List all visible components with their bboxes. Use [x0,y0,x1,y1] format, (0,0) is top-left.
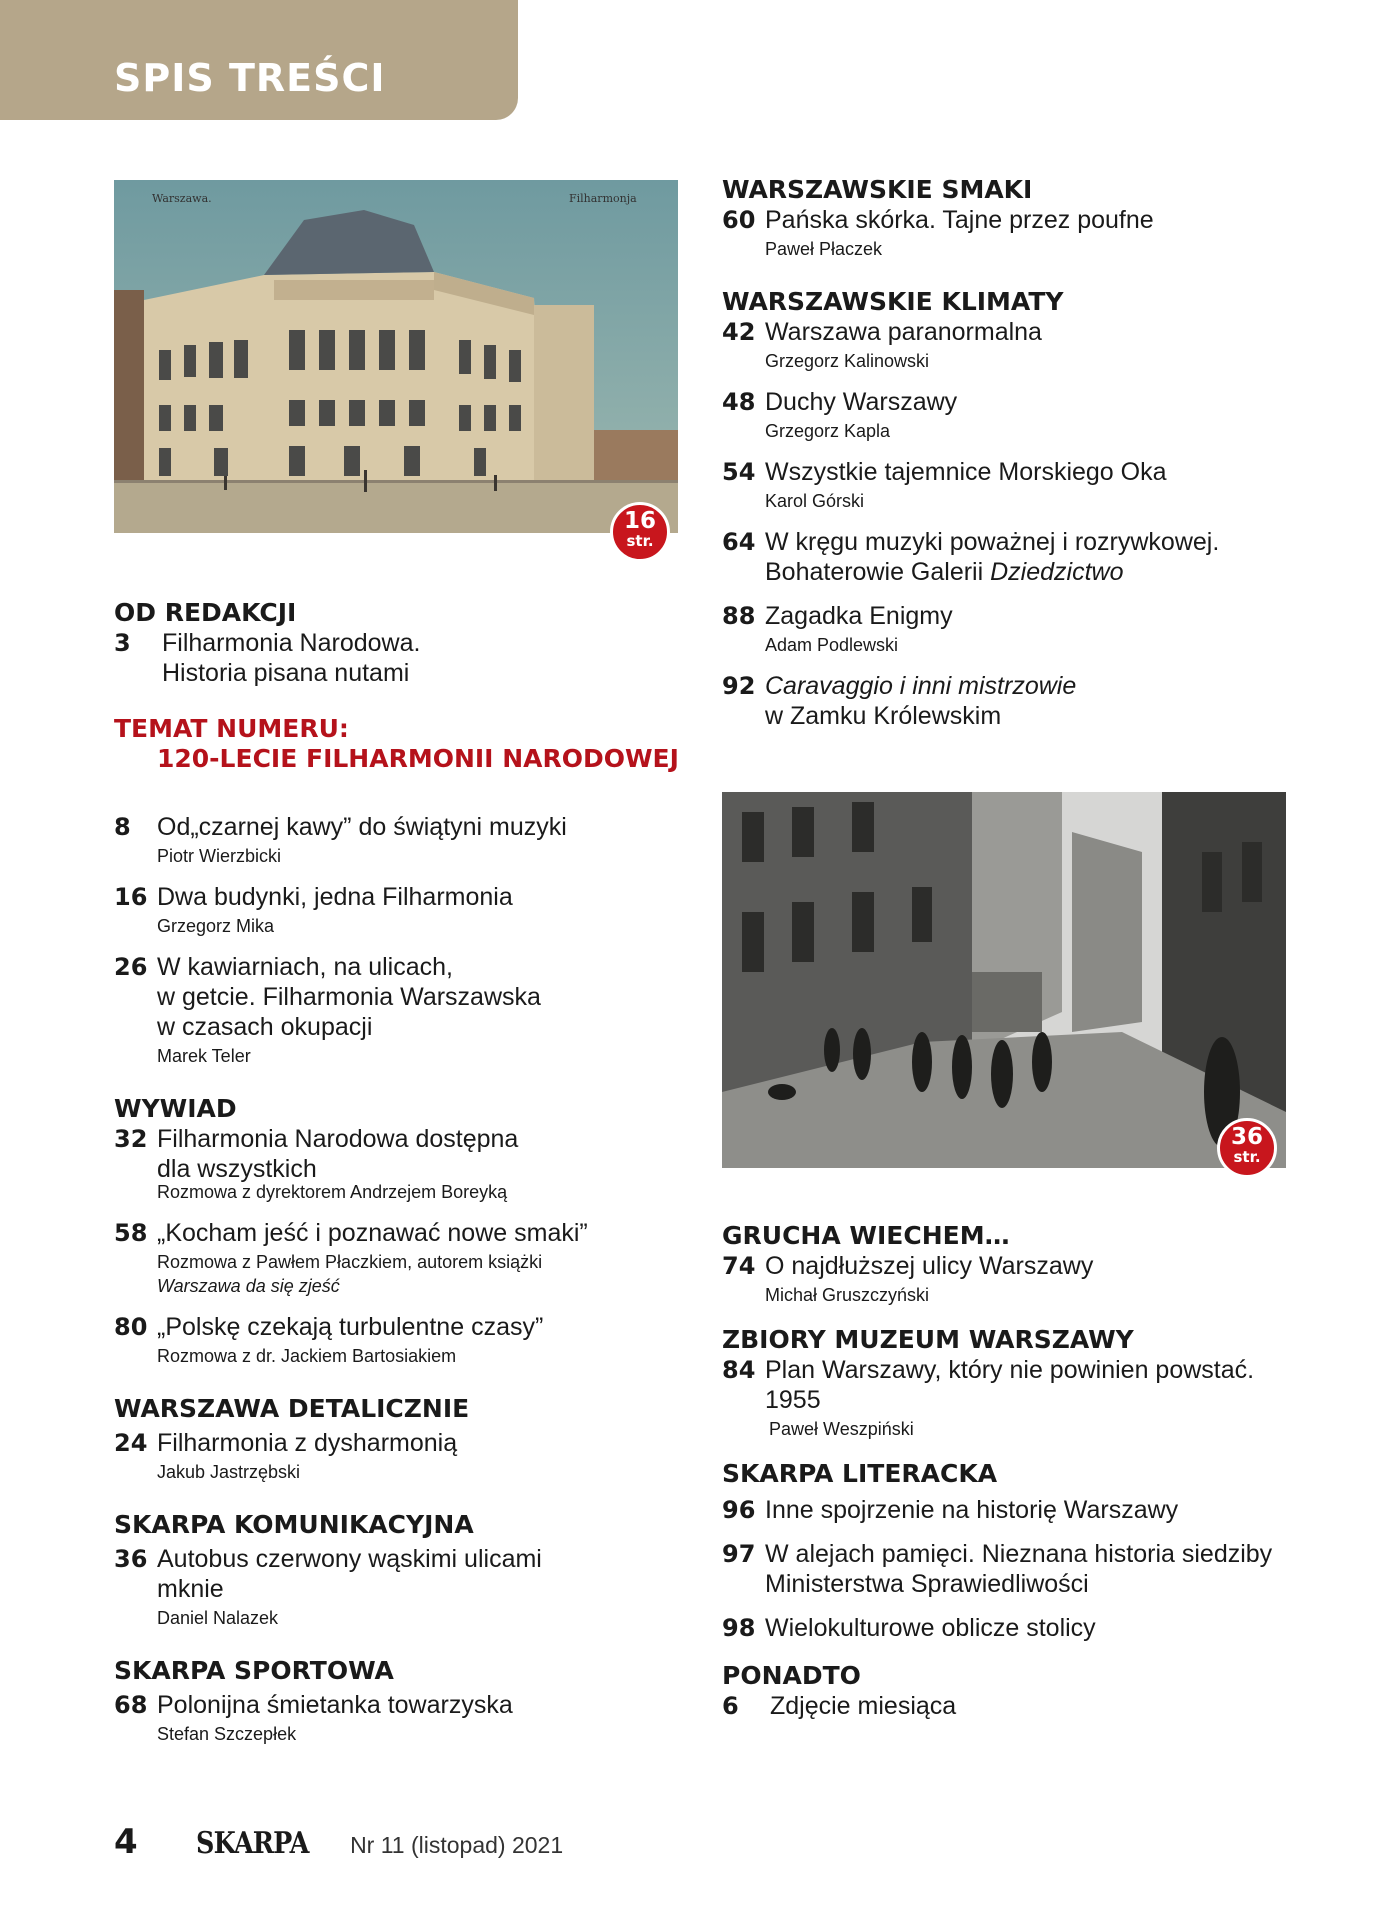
entry-title: w getcie. Filharmonia Warszawska [157,983,541,1011]
entry-title: W kawiarniach, na ulicach, [157,953,453,981]
entry-author: Grzegorz Kapla [765,421,891,441]
toc-entry[interactable] [114,1428,694,1484]
badge-unit: str. [626,532,654,550]
section-heading-featured [114,714,694,774]
toc-entry[interactable] [114,1312,694,1368]
entry-author: Grzegorz Kalinowski [765,351,930,371]
toc-entry[interactable] [722,601,1322,657]
entry-title: „Kocham jeść i poznawać nowe smaki” [157,1219,588,1247]
entry-title: Inne spojrzenie na historię Warszawy [765,1496,1179,1524]
entry-title: w Zamku Królewskim [765,702,1002,730]
street-scene-image [722,792,1286,1168]
toc-entry[interactable] [114,952,694,1068]
page-number: 4 [114,1822,138,1862]
entry-page: 24 [114,1429,148,1457]
badge-unit: str. [1233,1148,1261,1166]
entry-page: 74 [722,1252,756,1280]
entry-title-italic: Caravaggio i inni mistrzowie [765,672,1077,700]
toc-entry[interactable] [722,205,1322,261]
entry-page: 3 [114,629,131,657]
entry-author: Paweł Weszpiński [769,1419,914,1439]
toc-entry[interactable] [722,1691,1322,1721]
entry-title: Autobus czerwony wąskimi ulicami [157,1545,542,1573]
toc-entry[interactable] [114,1218,694,1298]
entry-author: Jakub Jastrzębski [157,1462,301,1482]
entry-title: Filharmonia Narodowa dostępna [157,1125,519,1153]
entry-page: 6 [722,1692,739,1720]
entry-title: Zagadka Enigmy [765,602,953,630]
section-heading: WARSZAWA DETALICZNIE [114,1394,470,1423]
entry-title: dla wszystkich [157,1155,317,1183]
featured-heading-line2: 120-LECIE FILHARMONII NARODOWEJ [157,744,679,773]
entry-title: Wszystkie tajemnice Morskiego Oka [765,458,1167,486]
entry-page: 84 [722,1356,756,1384]
entry-title: O najdłuższej ulicy Warszawy [765,1252,1094,1280]
entry-page: 36 [114,1545,148,1573]
page-badge-16 [610,502,670,562]
entry-author: Rozmowa z dyrektorem Andrzejem Boreyką [157,1182,508,1202]
toc-entry[interactable] [722,1355,1322,1441]
entry-author: Grzegorz Mika [157,916,275,936]
toc-entry[interactable] [722,1613,1322,1643]
postcard-caption-left: Warszawa. [152,192,212,205]
entry-page: 98 [722,1614,756,1642]
entry-title: w czasach okupacji [157,1013,373,1041]
entry-title: W alejach pamięci. Nieznana historia siedziby [765,1540,1273,1568]
entry-page: 48 [722,388,756,416]
entry-author: Marek Teler [157,1046,251,1066]
toc-entry[interactable] [114,1690,694,1746]
entry-author: Rozmowa z Pawłem Płaczkiem, autorem książki [157,1252,543,1272]
toc-entry[interactable] [722,1539,1322,1599]
section-heading: PONADTO [722,1661,861,1690]
toc-entry[interactable] [722,317,1322,373]
entry-page: 8 [114,813,131,841]
section-heading: SKARPA KOMUNIKACYJNA [114,1510,474,1539]
entry-title-italic: Dziedzictwo [990,558,1124,586]
toc-entry[interactable] [722,671,1322,731]
featured-heading-line1: TEMAT NUMERU: [114,714,349,743]
section-heading: SKARPA LITERACKA [722,1459,998,1488]
entry-page: 80 [114,1313,148,1341]
entry-title: W kręgu muzyki poważnej i rozrywkowej. [765,528,1220,556]
entry-page: 42 [722,318,756,346]
toc-entry[interactable] [722,527,1322,587]
entry-author: Adam Podlewski [765,635,899,655]
entry-page: 96 [722,1496,756,1524]
entry-title: „Polskę czekają turbulentne czasy” [157,1313,544,1341]
entry-page: 26 [114,953,148,981]
postcard-caption-right: Filharmonja [569,192,637,205]
entry-title-part: Bohaterowie Galerii [765,558,991,586]
entry-page: 97 [722,1540,756,1568]
toc-entry[interactable] [114,1124,694,1204]
left-column [114,598,694,1746]
issue-info: Nr 11 (listopad) 2021 [350,1832,564,1858]
section-heading: ZBIORY MUZEUM WARSZAWY [722,1325,1134,1354]
toc-entry[interactable] [114,882,694,938]
entry-title: Wielokulturowe oblicze stolicy [765,1614,1096,1642]
entry-title: Polonijna śmietanka towarzyska [157,1691,513,1719]
page-footer [114,1822,563,1862]
badge-number: 16 [623,508,656,534]
entry-title: Historia pisana nutami [162,659,410,687]
right-column-bottom [722,1221,1322,1721]
entry-title: Pańska skórka. Tajne przez poufne [765,206,1154,234]
toc-entry[interactable] [722,1251,1322,1307]
entry-author-book: Warszawa da się zjeść [157,1276,340,1296]
entry-author: Stefan Szczepłek [157,1724,297,1744]
entry-author: Piotr Wierzbicki [157,846,282,866]
entry-author: Rozmowa z dr. Jackiem Bartosiakiem [157,1346,457,1366]
entry-page: 32 [114,1125,148,1153]
entry-page: 54 [722,458,756,486]
toc-entry[interactable] [114,628,694,688]
entry-page: 88 [722,602,756,630]
section-heading: OD REDAKCJI [114,598,297,627]
entry-page: 68 [114,1691,148,1719]
header-tab [0,0,518,120]
entry-title: Dwa budynki, jedna Filharmonia [157,883,513,911]
section-heading: WARSZAWSKIE KLIMATY [722,287,1064,316]
toc-entry[interactable] [722,1495,1322,1525]
entry-page: 92 [722,672,756,700]
page-badge-36 [1217,1118,1277,1178]
page-title: SPIS TREŚCI [114,56,386,100]
entry-title: Duchy Warszawy [765,388,958,416]
entry-page: 16 [114,883,148,911]
entry-page: 60 [722,206,756,234]
entry-author: Michał Gruszczyński [765,1285,930,1305]
right-column-top [722,175,1322,731]
entry-title: mknie [157,1575,224,1603]
entry-title: Zdjęcie miesiąca [770,1692,957,1720]
section-heading: WARSZAWSKIE SMAKI [722,175,1033,204]
entry-author: Karol Górski [765,491,865,511]
magazine-logo: SKARPA [195,1826,309,1861]
entry-title: Od„czarnej kawy” do świątyni muzyki [157,813,567,841]
section-heading: GRUCHA WIECHEM… [722,1221,1010,1250]
entry-page: 58 [114,1219,148,1247]
entry-author: Paweł Płaczek [765,239,883,259]
entry-title [765,557,1322,587]
toc-entry[interactable] [722,387,1322,443]
entry-title: Ministerstwa Sprawiedliwości [765,1570,1089,1598]
section-heading: WYWIAD [114,1094,237,1123]
entry-title: Filharmonia z dysharmonią [157,1429,458,1457]
entry-page: 64 [722,528,756,556]
entry-title: Plan Warszawy, który nie powinien powstać. [765,1356,1255,1384]
badge-number: 36 [1230,1124,1263,1150]
toc-entry[interactable] [114,812,694,868]
entry-title: 1955 [765,1386,821,1414]
entry-author: Daniel Nalazek [157,1608,279,1628]
toc-entry[interactable] [114,1544,694,1630]
entry-title: Filharmonia Narodowa. [162,629,421,657]
toc-entry[interactable] [722,457,1322,513]
entry-title: Warszawa paranormalna [765,318,1042,346]
section-heading: SKARPA SPORTOWA [114,1656,394,1685]
philharmonic-postcard-image [114,180,678,533]
